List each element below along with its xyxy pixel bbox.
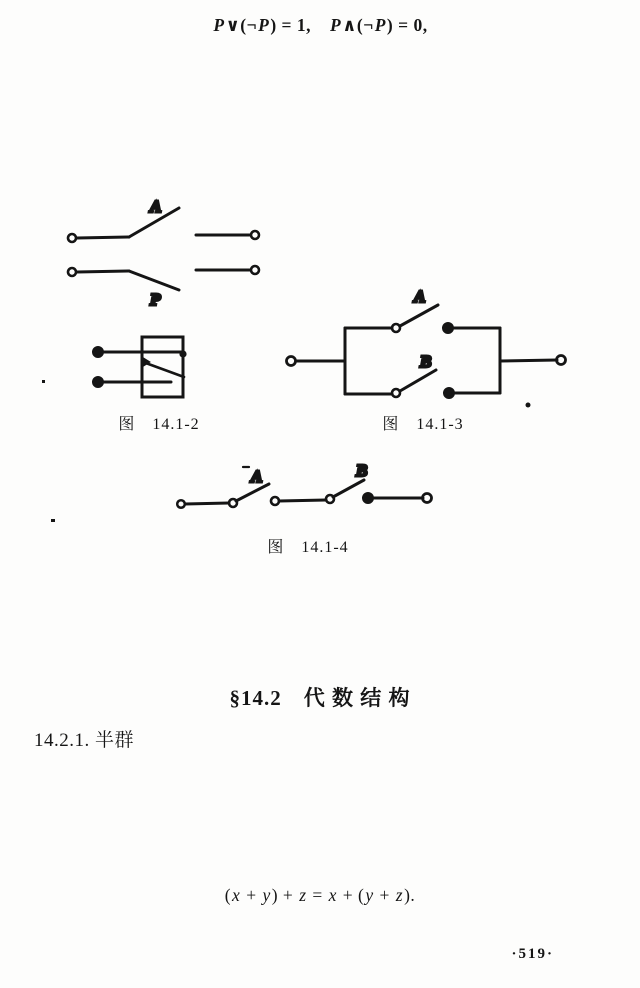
terminal-dot xyxy=(287,357,296,366)
scan-artifacts xyxy=(42,380,55,522)
terminal-dot xyxy=(251,266,259,274)
terminal-dot xyxy=(68,268,76,276)
switch-blade xyxy=(400,370,436,391)
text-run: + ( xyxy=(337,885,365,905)
text-line xyxy=(34,761,607,786)
text-run: ) = 1, xyxy=(270,15,329,35)
terminal-dot xyxy=(557,356,566,365)
text-run: P xyxy=(330,15,342,35)
terminal-dot xyxy=(251,231,259,239)
text-line xyxy=(34,93,607,118)
figure-relay-switches xyxy=(68,197,259,397)
text-run: ( xyxy=(224,885,232,905)
text-line xyxy=(34,594,607,619)
switch-label-a: A xyxy=(150,197,162,216)
formula-boolean-complement xyxy=(0,12,640,37)
text-line xyxy=(34,620,607,645)
text-run: y xyxy=(262,885,271,905)
switch-label-b: B xyxy=(356,461,368,480)
text-line xyxy=(34,41,607,66)
switch-label-p: P xyxy=(150,290,161,309)
ink-speck xyxy=(51,519,55,522)
text-run: = xyxy=(307,885,328,905)
text-line xyxy=(34,862,607,887)
figure-series-circuit xyxy=(177,461,431,508)
switch-label-a: A xyxy=(414,287,426,306)
ink-speck xyxy=(42,380,45,383)
relay-box xyxy=(142,337,183,397)
wire xyxy=(500,360,557,361)
text-run: z xyxy=(299,885,307,905)
text-run: ) + xyxy=(271,885,299,905)
ink-speck xyxy=(526,403,531,408)
text-run: ). xyxy=(404,885,416,905)
switch-label-b: B xyxy=(420,352,432,371)
formula-associativity xyxy=(0,885,640,906)
switch-blade xyxy=(129,271,179,290)
terminal-dot xyxy=(445,389,454,398)
wire xyxy=(185,503,229,504)
relay-armature xyxy=(143,362,184,377)
text-line xyxy=(34,787,607,812)
text-run: P xyxy=(258,15,270,35)
text-run: x xyxy=(232,885,241,905)
wire xyxy=(279,500,326,501)
switch-blade xyxy=(236,484,269,501)
subsection-heading: 14.2.1. 半群 xyxy=(34,730,135,751)
switch-label-a: A xyxy=(251,467,263,486)
terminal-dot xyxy=(68,234,76,242)
text-run: z xyxy=(395,885,404,905)
section-heading: §14.2 代 数 结 构 xyxy=(229,686,411,710)
text-line xyxy=(34,839,607,864)
text-line xyxy=(34,568,607,593)
text-run: P xyxy=(213,15,225,35)
circuit-figures xyxy=(0,195,640,565)
text-line xyxy=(34,119,607,144)
text-line xyxy=(34,813,607,838)
text-line xyxy=(34,67,607,92)
text-run: ∨(¬ xyxy=(225,15,258,35)
text-run: y xyxy=(365,885,374,905)
terminal-dot xyxy=(94,378,103,387)
switch-blade xyxy=(333,480,364,497)
figure-parallel-circuit xyxy=(287,287,566,408)
text-run: + xyxy=(374,885,395,905)
text-run: P xyxy=(374,15,386,35)
text-line xyxy=(34,145,607,170)
terminal-dot xyxy=(94,348,103,357)
terminal-dot xyxy=(444,324,453,333)
text-run: ) = 0, xyxy=(386,15,428,35)
figure-caption-14-1-2: 图 14.1-2 xyxy=(118,416,200,433)
wire xyxy=(77,237,129,238)
text-run: + xyxy=(241,885,262,905)
wire xyxy=(77,271,129,272)
figure-caption-14-1-3: 图 14.1-3 xyxy=(382,416,464,433)
text-line xyxy=(34,171,607,196)
terminal-dot xyxy=(423,494,432,503)
text-line xyxy=(34,912,607,937)
terminal-dot xyxy=(364,494,373,503)
text-line xyxy=(34,646,607,671)
figure-caption-14-1-4: 图 14.1-4 xyxy=(267,539,349,556)
text-run: ∧(¬ xyxy=(342,15,374,35)
text-run: x xyxy=(328,885,337,905)
page-number: ·519· xyxy=(511,946,554,962)
switch-blade xyxy=(400,305,438,326)
